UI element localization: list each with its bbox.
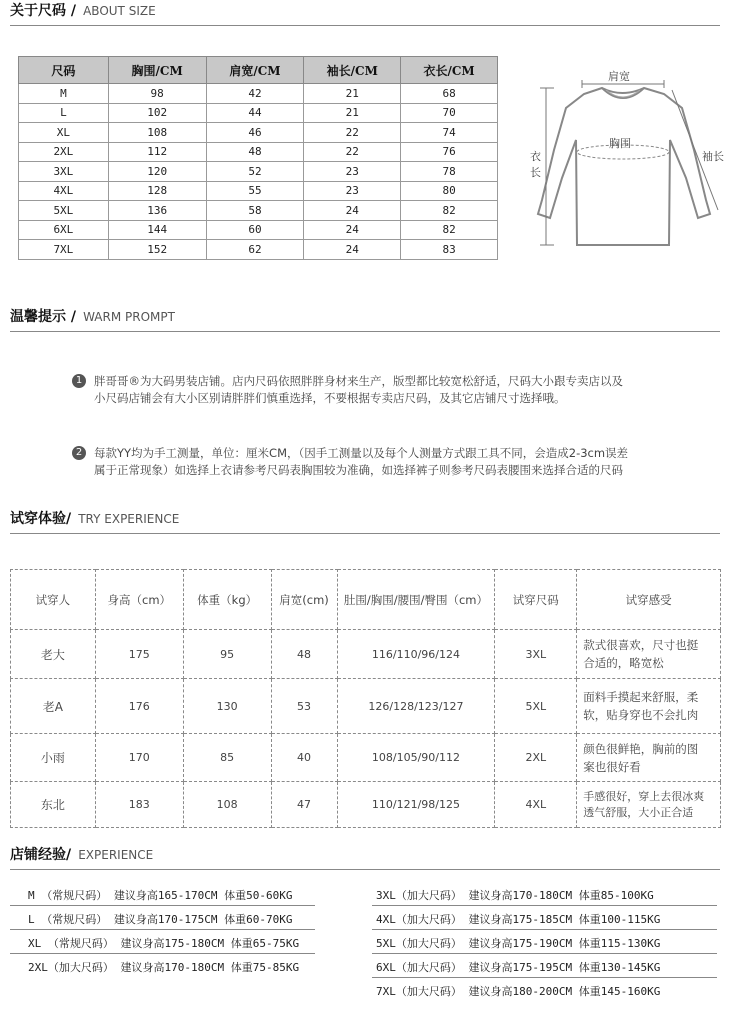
divider bbox=[10, 953, 315, 954]
table-cell: 3XL bbox=[495, 630, 577, 679]
table-cell: XL bbox=[19, 123, 109, 143]
table-cell: 78 bbox=[401, 162, 498, 182]
feedback-cell bbox=[577, 679, 721, 734]
chest-label: 胸围 bbox=[609, 137, 631, 150]
table-cell: 116/110/96/124 bbox=[337, 630, 495, 679]
feedback-line: 案也很好看 bbox=[583, 759, 641, 774]
divider bbox=[372, 905, 717, 906]
feedback-line: 款式很喜欢，尺寸也挺 bbox=[583, 638, 699, 652]
divider bbox=[10, 905, 315, 906]
table-row bbox=[19, 240, 498, 260]
prompt-line: 胖哥哥®为大码男装店铺。店内尺码依照胖胖身材来生产，版型都比较宽松舒适，尺码大小跟专卖店以及 bbox=[94, 374, 623, 388]
table-cell: 48 bbox=[206, 142, 304, 162]
table-cell: 74 bbox=[401, 123, 498, 143]
table-cell: 58 bbox=[206, 201, 304, 221]
table-cell: 126/128/123/127 bbox=[337, 679, 495, 734]
table-cell: 7XL bbox=[19, 240, 109, 260]
table-cell: 23 bbox=[304, 181, 401, 201]
feedback-cell bbox=[577, 734, 721, 782]
divider bbox=[372, 977, 717, 978]
table-cell: 128 bbox=[108, 181, 206, 201]
length-label-top: 衣 bbox=[530, 150, 541, 163]
table-cell: 40 bbox=[271, 734, 337, 782]
table-cell: 62 bbox=[206, 240, 304, 260]
table-cell: 183 bbox=[95, 782, 183, 828]
about-size-title: 关于尺码 / bbox=[10, 3, 76, 19]
table-row bbox=[19, 103, 498, 123]
table-cell: 70 bbox=[401, 103, 498, 123]
divider bbox=[10, 929, 315, 930]
table-cell: 2XL bbox=[19, 142, 109, 162]
table-cell: 44 bbox=[206, 103, 304, 123]
length-label-bottom: 长 bbox=[530, 166, 541, 179]
tester-name: 老A bbox=[11, 679, 96, 734]
table-cell: 22 bbox=[304, 142, 401, 162]
feedback-cell bbox=[577, 782, 721, 828]
table-row bbox=[19, 142, 498, 162]
experience-left-item: XL （常规尺码） 建议身高175-180CM 体重65-75KG bbox=[28, 937, 300, 950]
try-table-header-row bbox=[11, 570, 721, 630]
table-cell: 24 bbox=[304, 220, 401, 240]
table-row bbox=[11, 679, 721, 734]
table-cell: 170 bbox=[95, 734, 183, 782]
table-cell: 68 bbox=[401, 84, 498, 104]
about-size-header bbox=[10, 2, 720, 26]
try-header-cell: 试穿感受 bbox=[577, 570, 721, 630]
table-cell: 102 bbox=[108, 103, 206, 123]
table-cell: 22 bbox=[304, 123, 401, 143]
divider bbox=[372, 929, 717, 930]
feedback-cell bbox=[577, 630, 721, 679]
feedback-line: 透气舒服，大小正合适 bbox=[583, 805, 694, 819]
experience-left-item: L （常规尺码） 建议身高170-175CM 体重60-70KG bbox=[28, 913, 293, 926]
table-cell: 110/121/98/125 bbox=[337, 782, 495, 828]
number-badge-icon: 2 bbox=[72, 446, 86, 460]
table-cell: 82 bbox=[401, 220, 498, 240]
table-row bbox=[11, 734, 721, 782]
table-row bbox=[11, 782, 721, 828]
table-cell: L bbox=[19, 103, 109, 123]
table-cell: 47 bbox=[271, 782, 337, 828]
table-cell: 4XL bbox=[19, 181, 109, 201]
try-header-cell: 试穿人 bbox=[11, 570, 96, 630]
try-header-cell: 体重（kg） bbox=[183, 570, 271, 630]
table-cell: 2XL bbox=[495, 734, 577, 782]
table-cell: 5XL bbox=[495, 679, 577, 734]
experience-right-item: 6XL（加大尺码） 建议身高175-195CM 体重130-145KG bbox=[376, 961, 661, 974]
table-cell: 23 bbox=[304, 162, 401, 182]
table-cell: 24 bbox=[304, 201, 401, 221]
table-row bbox=[19, 84, 498, 104]
table-cell: 5XL bbox=[19, 201, 109, 221]
try-header-cell: 肚围/胸围/腰围/臀围（cm） bbox=[337, 570, 495, 630]
experience-right-item: 4XL（加大尺码） 建议身高175-185CM 体重100-115KG bbox=[376, 913, 661, 926]
tester-name: 小雨 bbox=[11, 734, 96, 782]
size-header-cell: 尺码 bbox=[19, 57, 109, 84]
feedback-line: 手感很好，穿上去很冰爽 bbox=[583, 789, 705, 803]
try-header-cell: 肩宽(cm) bbox=[271, 570, 337, 630]
experience-right-item: 7XL（加大尺码） 建议身高180-200CM 体重145-160KG bbox=[376, 985, 661, 998]
try-experience-header bbox=[10, 510, 720, 534]
size-header-cell: 胸围/CM bbox=[108, 57, 206, 84]
table-cell: 76 bbox=[401, 142, 498, 162]
table-row bbox=[19, 201, 498, 221]
about-size-subtitle: ABOUT SIZE bbox=[83, 4, 156, 18]
try-table bbox=[10, 569, 721, 828]
prompt-item bbox=[72, 445, 692, 479]
table-cell: 46 bbox=[206, 123, 304, 143]
table-cell: 95 bbox=[183, 630, 271, 679]
table-cell: 80 bbox=[401, 181, 498, 201]
shoulder-label: 肩宽 bbox=[608, 70, 630, 83]
warm-prompt-title: 温馨提示 / bbox=[10, 309, 76, 325]
prompt-line: 每款YY均为手工测量，单位：厘米CM，（因手工测量以及每个人测量方式跟工具不同，会造成2-3cm误差 bbox=[94, 446, 629, 460]
table-cell: 6XL bbox=[19, 220, 109, 240]
table-row bbox=[19, 162, 498, 182]
table-cell: 98 bbox=[108, 84, 206, 104]
table-cell: 85 bbox=[183, 734, 271, 782]
experience-right-item: 3XL（加大尺码） 建议身高170-180CM 体重85-100KG bbox=[376, 889, 654, 902]
table-cell: 83 bbox=[401, 240, 498, 260]
divider bbox=[372, 953, 717, 954]
table-cell: 108 bbox=[183, 782, 271, 828]
table-cell: 112 bbox=[108, 142, 206, 162]
number-badge-icon: 1 bbox=[72, 374, 86, 388]
warm-prompt-subtitle: WARM PROMPT bbox=[83, 310, 175, 324]
prompt-line: 小尺码店铺会有大小区别请胖胖们慎重选择，不要根据专卖店尺码，及其它店铺尺寸选择哦。 bbox=[94, 391, 566, 405]
table-cell: 3XL bbox=[19, 162, 109, 182]
table-row bbox=[19, 181, 498, 201]
table-cell: 48 bbox=[271, 630, 337, 679]
warm-prompt-header bbox=[10, 308, 720, 332]
table-cell: 60 bbox=[206, 220, 304, 240]
table-cell: 152 bbox=[108, 240, 206, 260]
table-cell: 175 bbox=[95, 630, 183, 679]
experience-left-item: M （常规尺码） 建议身高165-170CM 体重50-60KG bbox=[28, 889, 293, 902]
table-cell: 144 bbox=[108, 220, 206, 240]
size-header-cell: 肩宽/CM bbox=[206, 57, 304, 84]
experience-title: 店铺经验/ bbox=[10, 847, 72, 863]
table-cell: 4XL bbox=[495, 782, 577, 828]
prompt-item bbox=[72, 373, 692, 407]
try-experience-title: 试穿体验/ bbox=[10, 511, 72, 527]
feedback-line: 软，贴身穿也不会扎肉 bbox=[583, 708, 699, 722]
table-cell: 136 bbox=[108, 201, 206, 221]
experience-header bbox=[10, 846, 720, 870]
table-cell: 21 bbox=[304, 103, 401, 123]
experience-right-item: 5XL（加大尺码） 建议身高175-190CM 体重115-130KG bbox=[376, 937, 661, 950]
table-cell: 130 bbox=[183, 679, 271, 734]
tester-name: 老大 bbox=[11, 630, 96, 679]
table-cell: 176 bbox=[95, 679, 183, 734]
table-cell: 108 bbox=[108, 123, 206, 143]
prompt-line: 属于正常现象）如选择上衣请参考尺码表胸围较为准确，如选择裤子则参考尺码表腰围来选择合适的尺码 bbox=[94, 463, 623, 477]
table-cell: 55 bbox=[206, 181, 304, 201]
table-cell: 108/105/90/112 bbox=[337, 734, 495, 782]
shirt-measurement-diagram bbox=[522, 60, 737, 260]
table-row bbox=[19, 220, 498, 240]
table-cell: 53 bbox=[271, 679, 337, 734]
table-cell: 82 bbox=[401, 201, 498, 221]
tester-name: 东北 bbox=[11, 782, 96, 828]
experience-subtitle: EXPERIENCE bbox=[78, 848, 154, 862]
table-row bbox=[19, 123, 498, 143]
size-header-cell: 衣长/CM bbox=[401, 57, 498, 84]
table-cell: 52 bbox=[206, 162, 304, 182]
experience-left-item: 2XL（加大尺码） 建议身高170-180CM 体重75-85KG bbox=[28, 961, 300, 974]
table-cell: M bbox=[19, 84, 109, 104]
table-cell: 24 bbox=[304, 240, 401, 260]
table-cell: 21 bbox=[304, 84, 401, 104]
feedback-line: 合适的，略宽松 bbox=[583, 656, 664, 670]
size-table bbox=[18, 56, 498, 260]
table-cell: 120 bbox=[108, 162, 206, 182]
try-header-cell: 身高（cm） bbox=[95, 570, 183, 630]
feedback-line: 颜色很鲜艳，胸前的图 bbox=[583, 741, 699, 756]
try-header-cell: 试穿尺码 bbox=[495, 570, 577, 630]
table-cell: 42 bbox=[206, 84, 304, 104]
sleeve-label: 袖长 bbox=[702, 150, 724, 163]
size-table-header-row bbox=[19, 57, 498, 84]
try-experience-subtitle: TRY EXPERIENCE bbox=[78, 512, 180, 526]
feedback-line: 面料手摸起来舒服，柔 bbox=[583, 690, 699, 704]
size-header-cell: 袖长/CM bbox=[304, 57, 401, 84]
table-row bbox=[11, 630, 721, 679]
